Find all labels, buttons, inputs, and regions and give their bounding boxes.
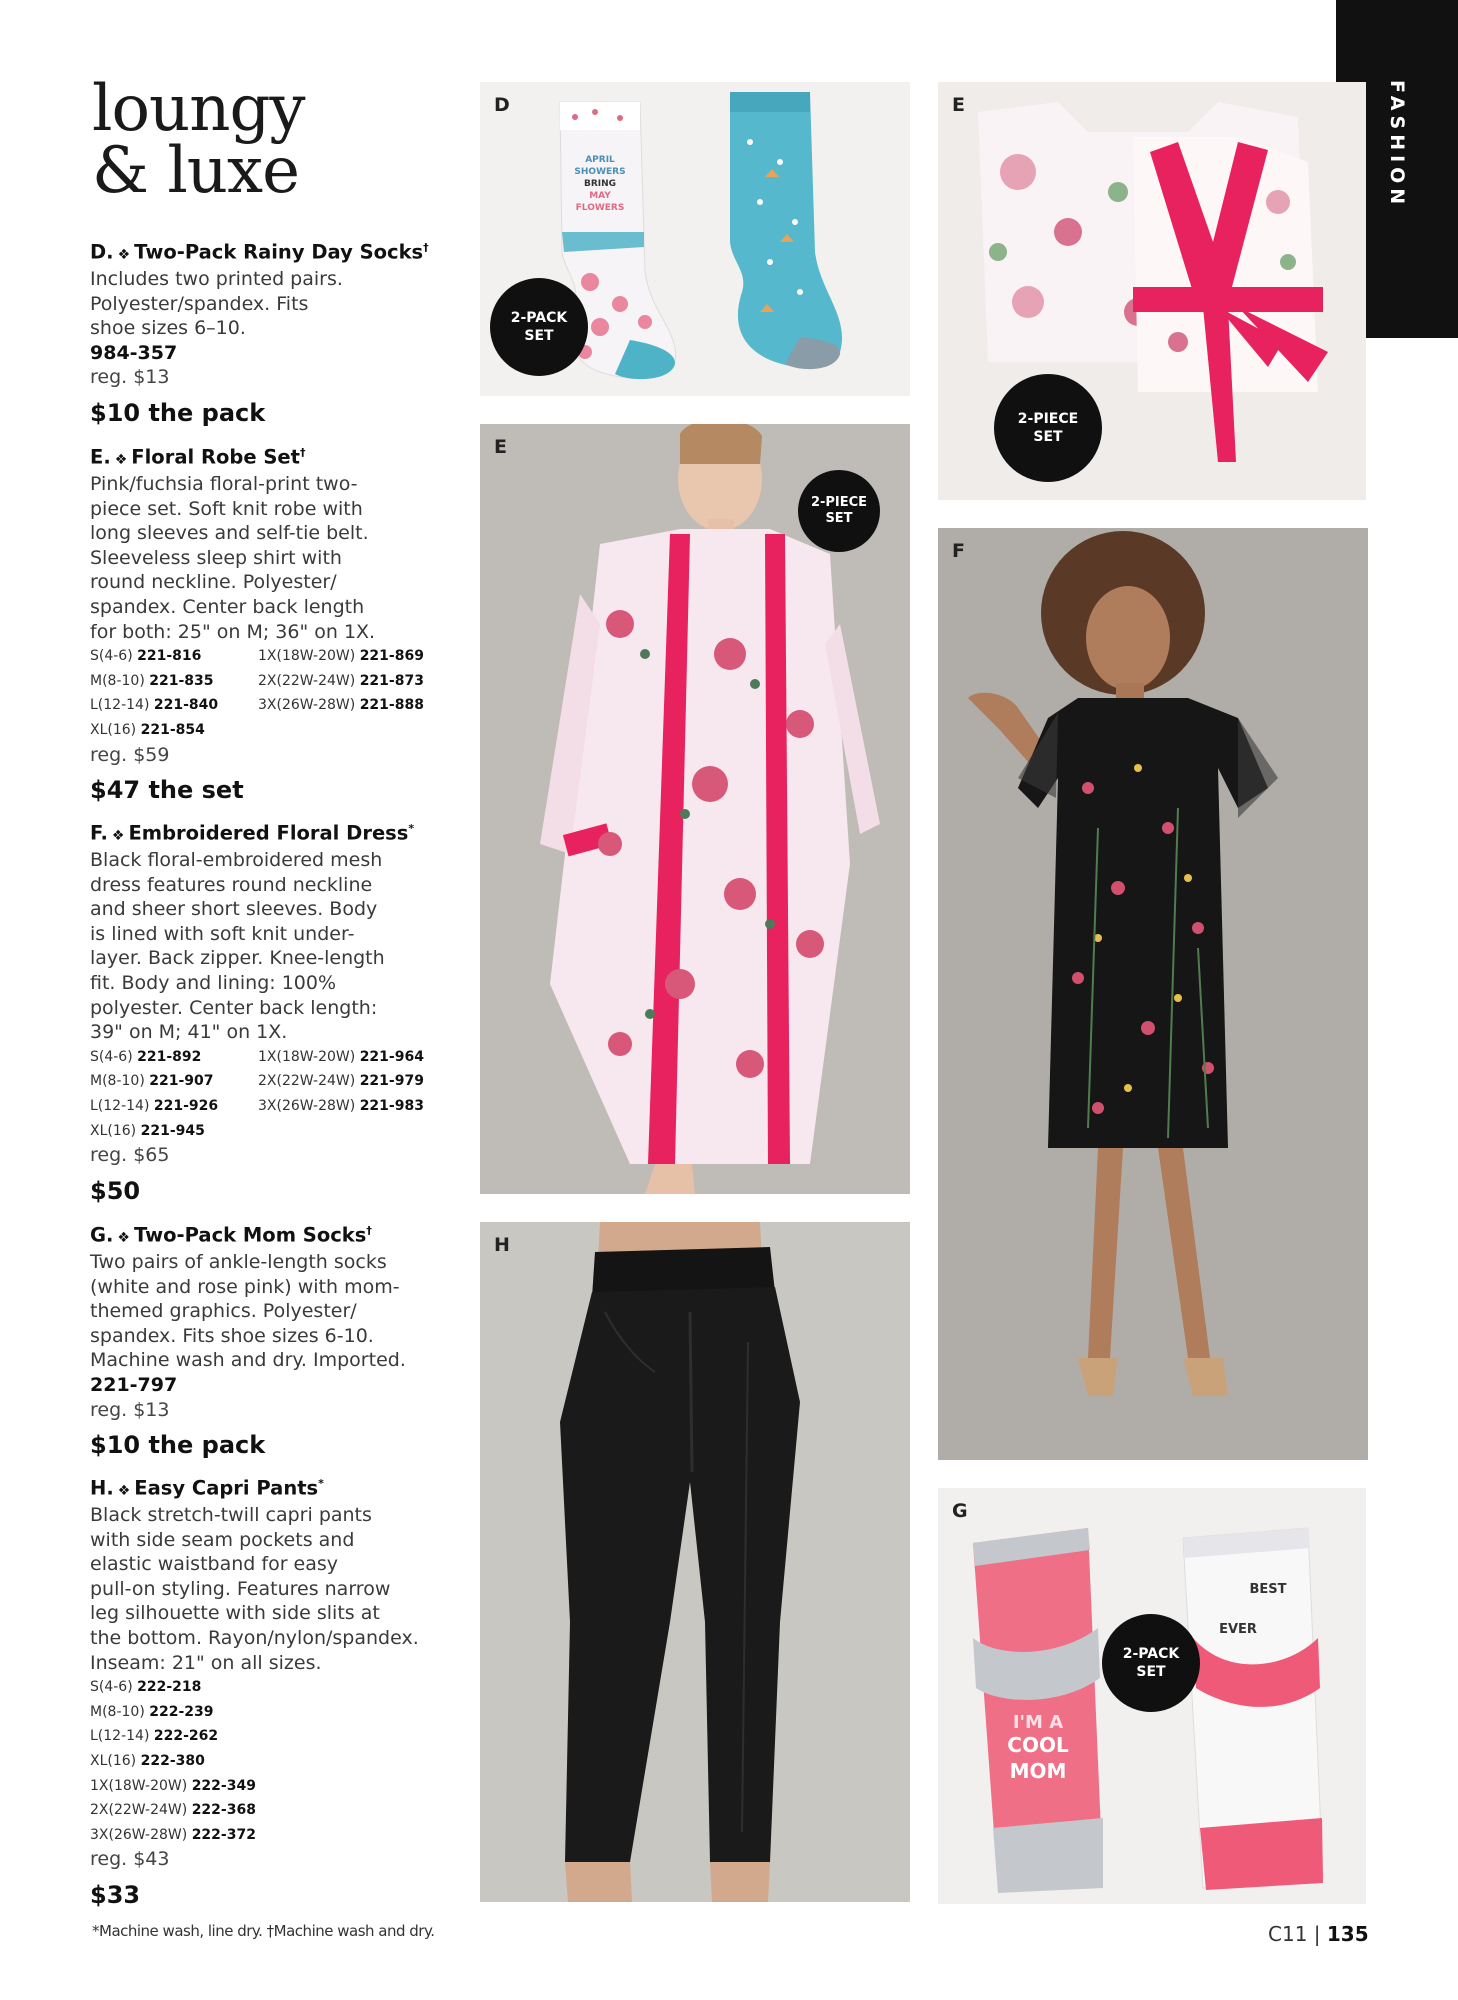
- photo-letter: H: [494, 1234, 510, 1256]
- photo-letter: E: [952, 94, 965, 116]
- sale-price: $47 the set: [90, 776, 244, 805]
- size-entry: M(8-10) 221-835: [90, 672, 214, 689]
- sock-text-1: APRIL: [585, 155, 615, 165]
- badge-line-1: 2-PIECE: [810, 495, 868, 510]
- sock-text-4: MAY: [589, 191, 611, 201]
- care-mark: *: [318, 1477, 324, 1490]
- photo-letter: G: [952, 1500, 968, 1522]
- regular-price: reg. $13: [90, 366, 170, 389]
- diamond-icon: ❖: [111, 827, 125, 844]
- product-description: Two pairs of ankle-length socks (white and rose pink) with mom- themed graphics. Polyester/ spandex. Fits shoe sizes 6-10. Machine wash and dry. Imported.: [90, 1251, 406, 1372]
- size-entry: S(4-6) 221-892: [90, 1048, 202, 1065]
- blue-sock: [730, 92, 842, 369]
- badge-line-2: SET: [1136, 1664, 1166, 1680]
- product-f-copy: [90, 817, 470, 1206]
- size-entry: 3X(26W-28W) 222-372: [90, 1826, 256, 1843]
- badge-line-2: SET: [524, 328, 554, 344]
- two-piece-badge: [994, 374, 1102, 482]
- item-number: 221-797: [90, 1374, 178, 1397]
- sock-text-3: MOM: [1009, 1759, 1067, 1783]
- product-h-heading: [90, 1472, 470, 1503]
- title-line-1: loungy: [92, 72, 305, 146]
- folio-divider: |: [1313, 1922, 1321, 1946]
- product-name: Two-Pack Rainy Day Socks: [134, 240, 424, 264]
- size-entry: 2X(22W-24W) 221-873: [258, 672, 424, 689]
- badge-line-1: 2-PACK: [1122, 1646, 1180, 1662]
- care-mark: *: [408, 822, 415, 835]
- page-title: [92, 72, 392, 208]
- photo-f-model-dress[interactable]: [938, 528, 1368, 1460]
- sock-text-4: BEST: [1249, 1582, 1287, 1597]
- regular-price: reg. $43: [90, 1848, 170, 1871]
- product-description: Pink/fuchsia floral-print two- piece set. Soft knit robe with long sleeves and self-tie belt. Sleeveless sleep shirt with round neckline. Polyester/ spandex. Center back length for both: 25" on M; 36" on 1X.: [90, 473, 376, 643]
- size-entry: S(4-6) 222-218: [90, 1679, 202, 1696]
- regular-price: reg. $59: [90, 743, 170, 766]
- size-entry: M(8-10) 221-907: [90, 1073, 214, 1090]
- care-mark: †: [423, 241, 429, 254]
- diamond-icon: ❖: [117, 1482, 131, 1499]
- product-d-copy: [90, 236, 470, 428]
- sale-price: $10 the pack: [90, 1431, 266, 1460]
- item-number: 984-357: [90, 341, 178, 364]
- photo-g-mom-socks[interactable]: [938, 1488, 1366, 1904]
- care-mark: †: [366, 1224, 372, 1237]
- product-description: Black stretch-twill capri pants with side seam pockets and elastic waistband for easy pull-on styling. Features narrow leg silhouette with side slits at the bottom. Rayon/nylon/spandex. Inseam: 21" on all sizes.: [90, 1504, 419, 1674]
- badge-line-1: 2-PIECE: [1017, 411, 1079, 427]
- product-letter: H.: [90, 1476, 114, 1500]
- product-name: Easy Capri Pants: [134, 1476, 319, 1500]
- size-entry: S(4-6) 221-816: [90, 648, 202, 665]
- product-d-heading: [90, 236, 470, 267]
- product-name: Embroidered Floral Dress: [128, 821, 409, 845]
- size-list: [90, 1045, 470, 1143]
- section-tab-label: FASHION: [1386, 80, 1408, 210]
- product-description: Black floral-embroidered mesh dress features round neckline and sheer short sleeves. Body is lined with soft knit under- layer. Back zipper. Knee-length fit. Body and lining: 100% polyester. Center back length: 39" on M; 41" on 1X.: [90, 849, 385, 1044]
- diamond-icon: ❖: [117, 1229, 130, 1246]
- size-entry: M(8-10) 222-239: [90, 1703, 214, 1720]
- size-entry: 3X(26W-28W) 221-983: [258, 1098, 424, 1115]
- size-entry: 2X(22W-24W) 221-979: [258, 1073, 424, 1090]
- two-piece-badge: [798, 470, 880, 552]
- product-f-heading: [90, 817, 470, 848]
- badge-line-2: SET: [825, 511, 853, 526]
- sock-text-2: SHOWERS: [574, 167, 626, 177]
- regular-price: reg. $13: [90, 1398, 170, 1421]
- product-name: Two-Pack Mom Socks: [133, 1223, 367, 1247]
- care-footnote: *Machine wash, line dry. †Machine wash and dry.: [92, 1922, 435, 1940]
- photo-letter: F: [952, 540, 965, 562]
- size-entry: XL(16) 221-945: [90, 1122, 205, 1139]
- capri-pants-illustration: [480, 1222, 910, 1902]
- product-g-heading: [90, 1219, 470, 1250]
- size-entry: L(12-14) 221-926: [90, 1098, 219, 1115]
- product-letter: G.: [90, 1223, 114, 1247]
- product-name: Floral Robe Set: [131, 445, 300, 469]
- photo-e-folded-set[interactable]: [938, 82, 1366, 500]
- photo-h-capri-pants[interactable]: [480, 1222, 910, 1902]
- size-entry: 1X(18W-20W) 221-869: [258, 648, 424, 665]
- size-entry: 2X(22W-24W) 222-368: [90, 1802, 256, 1819]
- dress-model-illustration: [938, 528, 1368, 1460]
- product-description: Includes two printed pairs. Polyester/spandex. Fits shoe sizes 6–10.: [90, 268, 343, 340]
- care-mark: †: [299, 446, 306, 459]
- sock-text-5: EVER: [1219, 1622, 1257, 1637]
- regular-price: reg. $65: [90, 1144, 170, 1167]
- sock-text-1: I'M A: [1012, 1712, 1064, 1733]
- photo-letter: E: [494, 436, 507, 458]
- size-list: [90, 1675, 470, 1847]
- product-letter: E.: [90, 445, 111, 469]
- size-entry: L(12-14) 221-840: [90, 697, 219, 714]
- page-number: [1268, 1922, 1369, 1946]
- photo-letter: D: [494, 94, 510, 116]
- sock-text-2: COOL: [1007, 1733, 1069, 1757]
- product-e-heading: [90, 441, 470, 472]
- photo-e-model-robe[interactable]: [480, 424, 910, 1194]
- product-h-copy: [90, 1472, 470, 1910]
- size-entry: 3X(26W-28W) 221-888: [258, 697, 424, 714]
- product-letter: D.: [90, 240, 114, 264]
- diamond-icon: ❖: [114, 451, 128, 468]
- size-entry: 1X(18W-20W) 222-349: [90, 1777, 256, 1794]
- product-letter: F.: [90, 821, 108, 845]
- size-entry: L(12-14) 222-262: [90, 1728, 219, 1745]
- two-pack-badge: [490, 278, 588, 376]
- product-e-copy: [90, 441, 470, 805]
- two-pack-badge: [1102, 1614, 1200, 1712]
- sock-text-3: BRING: [583, 179, 617, 189]
- diamond-icon: ❖: [117, 246, 131, 263]
- sale-price: $33: [90, 1881, 141, 1909]
- size-entry: XL(16) 222-380: [90, 1753, 205, 1770]
- size-entry: XL(16) 221-854: [90, 722, 205, 739]
- photo-d-socks[interactable]: [480, 82, 910, 396]
- badge-line-1: 2-PACK: [510, 310, 568, 326]
- title-line-2: & luxe: [92, 134, 299, 208]
- size-list: [90, 644, 470, 742]
- product-g-copy: [90, 1219, 470, 1460]
- size-entry: 1X(18W-20W) 221-964: [258, 1048, 424, 1065]
- badge-line-2: SET: [1033, 429, 1063, 445]
- sale-price: $50: [90, 1176, 141, 1205]
- sock-text-5: FLOWERS: [575, 203, 625, 213]
- folio-number: 135: [1326, 1922, 1369, 1946]
- sale-price: $10 the pack: [90, 399, 266, 428]
- catalog-code: C11: [1268, 1922, 1308, 1946]
